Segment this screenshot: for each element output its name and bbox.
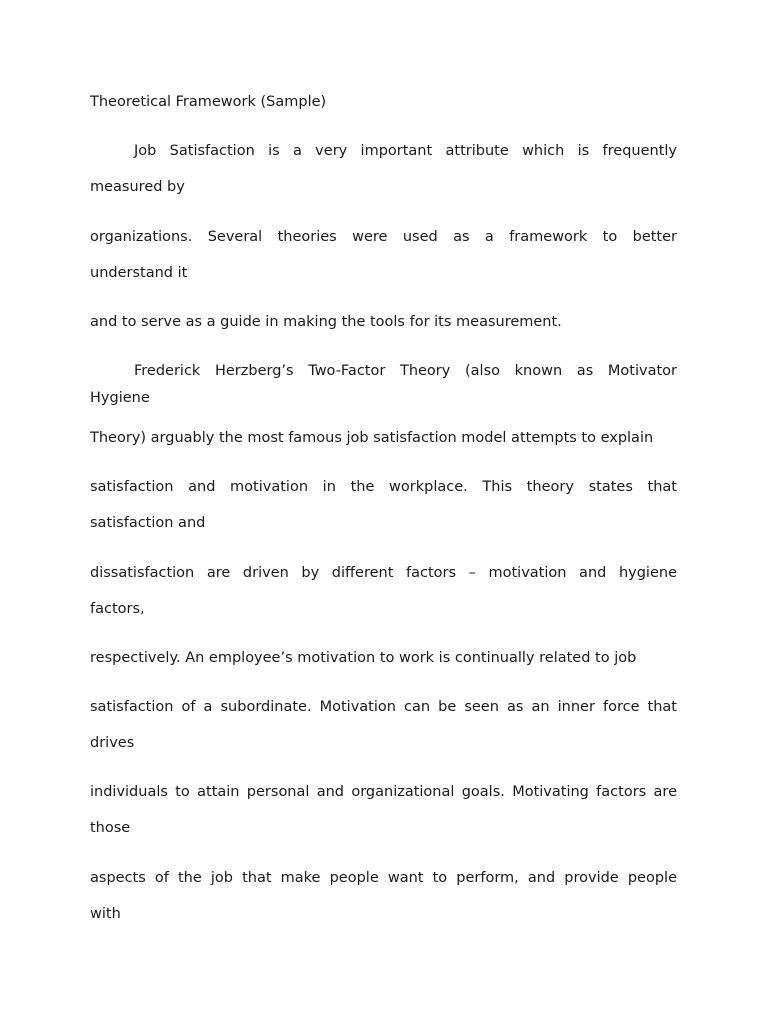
- paragraph-line: Job Satisfaction is a very important attribute which is frequently: [134, 143, 677, 159]
- paragraph-line: Hygiene: [90, 390, 150, 406]
- paragraph-line: factors,: [90, 601, 145, 617]
- paragraph-line: and to serve as a guide in making the tools for its measurement.: [90, 314, 562, 330]
- paragraph-line: those: [90, 820, 131, 836]
- document-title: Theoretical Framework (Sample): [90, 94, 327, 110]
- paragraph-line: satisfaction of a subordinate. Motivation can be seen as an inner force that: [90, 699, 677, 715]
- paragraph-line: measured by: [90, 179, 185, 195]
- paragraph-line: individuals to attain personal and organizational goals. Motivating factors are: [90, 784, 677, 800]
- paragraph-line: aspects of the job that make people want to perform, and provide people: [90, 870, 677, 886]
- paragraph-line: respectively. An employee’s motivation to work is continually related to job: [90, 650, 637, 666]
- paragraph-line: organizations. Several theories were used as a framework to better: [90, 229, 677, 245]
- paragraph-line: satisfaction and motivation in the workplace. This theory states that: [90, 479, 677, 495]
- paragraph-line: Theory) arguably the most famous job satisfaction model attempts to explain: [90, 430, 654, 446]
- paragraph-line: dissatisfaction are driven by different factors – motivation and hygiene: [90, 565, 677, 581]
- paragraph-line: drives: [90, 735, 135, 751]
- paragraph-line: with: [90, 906, 121, 922]
- paragraph-line: understand it: [90, 265, 188, 281]
- paragraph-line: Frederick Herzberg’s Two-Factor Theory (also known as Motivator: [134, 363, 677, 379]
- paragraph-line: satisfaction and: [90, 515, 206, 531]
